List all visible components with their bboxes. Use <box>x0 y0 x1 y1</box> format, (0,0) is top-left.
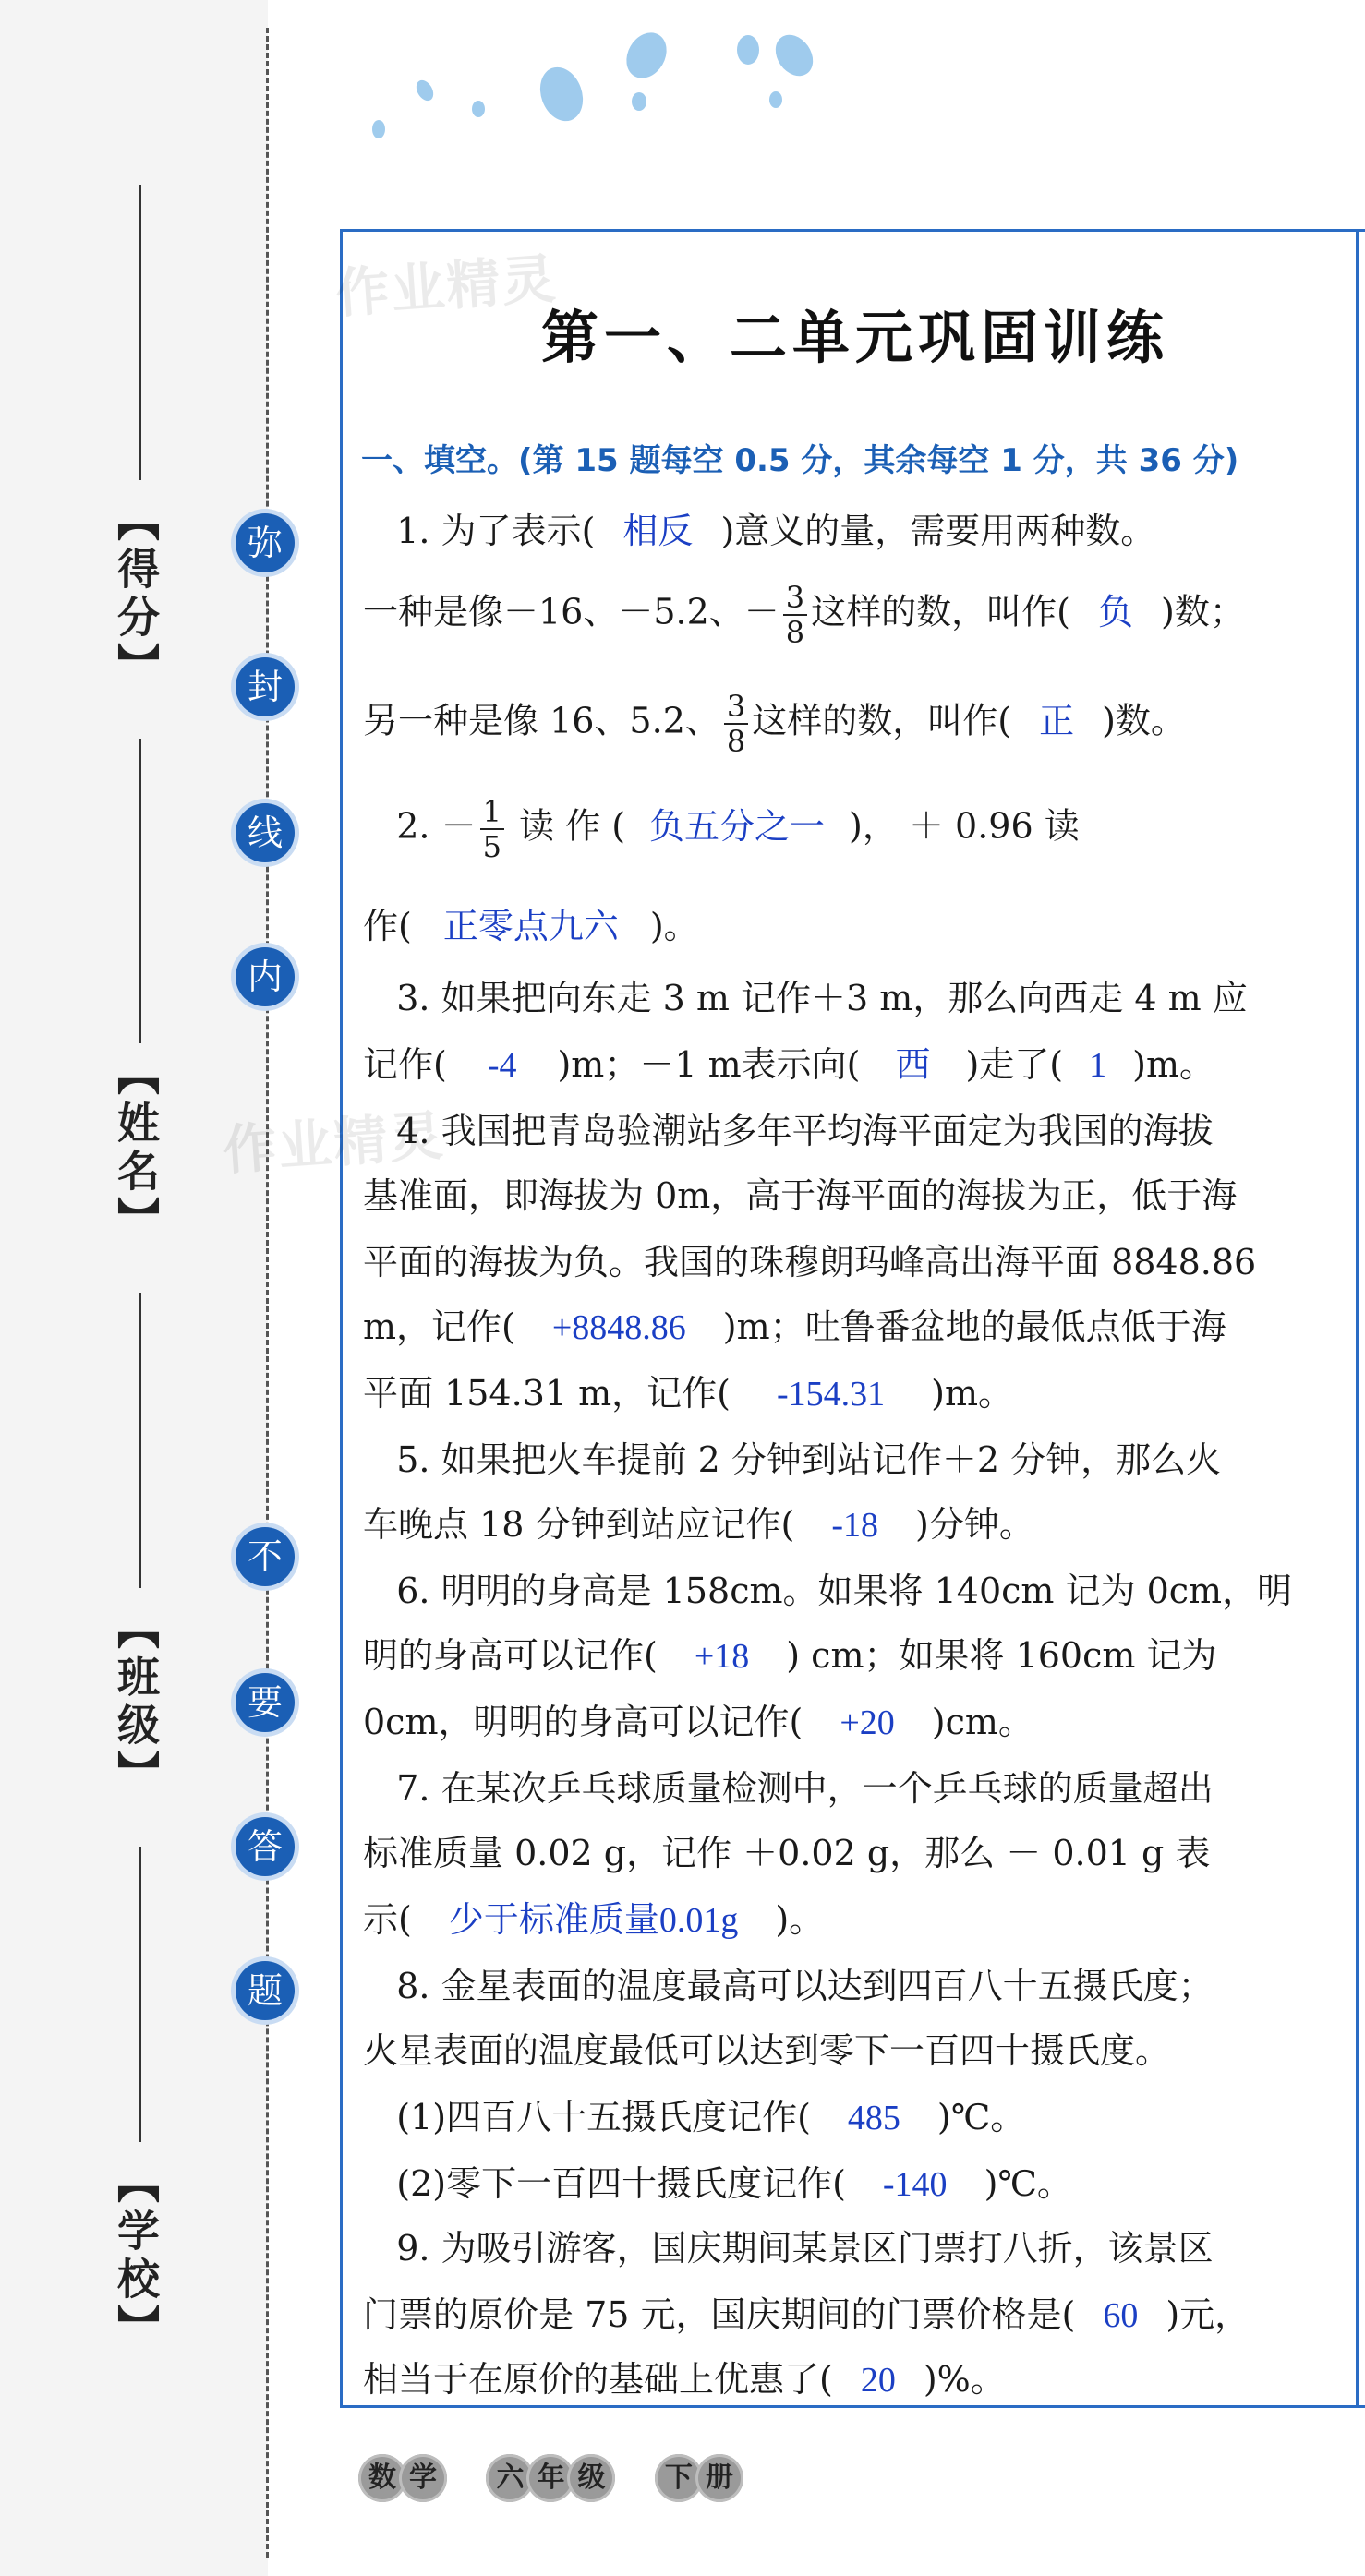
question-8-line-4: (2)零下一百四十摄氏度记作( -140 )℃。 <box>396 2163 1072 2204</box>
class-field: 【班级】 <box>111 1607 161 1799</box>
question-4-line-2: 基准面，即海拔为 0m，高于海平面的海拔为正，低于海 <box>363 1175 1238 1216</box>
answer-blank: 负五分之一 <box>649 807 826 847</box>
question-4-line-5: 平面 154.31 m，记作( -154.31 )m。 <box>363 1373 1013 1414</box>
grade-label: 六 年 级 <box>486 2454 608 2502</box>
watermark: 作业精灵 <box>221 1103 447 1183</box>
question-5-line-2: 车晚点 18 分钟到站应记作( -18 )分钟。 <box>363 1504 1034 1545</box>
page-title: 第一、二单元巩固训练 <box>540 304 1169 371</box>
question-1-line-2: 一种是像－16、－5.2、－ $\frac{3}{8}$ 这样的数，叫作( 负 )数； <box>363 580 1245 650</box>
answer-blank: 20 <box>860 2361 896 2400</box>
volume-label: 下 册 <box>655 2454 736 2502</box>
name-line <box>139 739 141 1043</box>
answer-blank: 正零点九六 <box>442 908 619 946</box>
answer-blank: 相反 <box>622 512 694 551</box>
exercise-panel <box>221 229 1365 2408</box>
question-4-line-4: m，记作( +8848.86 )m；吐鲁番盆地的最低点低于海 <box>363 1306 1226 1347</box>
class-line <box>139 1293 141 1588</box>
fraction: $\frac{1}{5}$ <box>480 795 504 863</box>
seal-char: 线 <box>236 803 295 862</box>
question-8-line-2: 火星表面的温度最低可以达到零下一百四十摄氏度。 <box>363 2030 1171 2071</box>
answer-blank: -154.31 <box>776 1375 886 1414</box>
question-1-line-1: 1. 为了表示( 相反 )意义的量，需要用两种数。 <box>396 511 1156 551</box>
score-line <box>139 185 141 480</box>
fraction: $\frac{3}{8}$ <box>783 581 807 649</box>
seal-char: 弥 <box>236 513 295 572</box>
answer-blank: 60 <box>1103 2296 1139 2335</box>
answer-blank: +18 <box>694 1637 750 1676</box>
question-2-line-2: 作( 正零点九六 )。 <box>363 906 699 946</box>
score-field: 【得分】 <box>111 499 161 691</box>
question-9-line-1: 9. 为吸引游客，国庆期间某景区门票打八折，该景区 <box>396 2228 1214 2269</box>
answer-blank: 485 <box>847 2099 900 2137</box>
question-6-line-3: 0cm，明明的身高可以记作( +20 )cm。 <box>363 1702 1033 1742</box>
question-7-line-1: 7. 在某次乒乓球质量检测中，一个乒乓球的质量超出 <box>396 1768 1214 1809</box>
question-9-line-3: 相当于在原价的基础上优惠了( 20 )%。 <box>363 2359 1006 2400</box>
answer-blank: +20 <box>840 1703 895 1742</box>
name-field: 【姓名】 <box>111 1053 161 1245</box>
question-7-line-3: 示( 少于标准质量0.01g )。 <box>363 1899 825 1940</box>
school-line <box>139 1847 141 2142</box>
answer-blank: 少于标准质量0.01g <box>448 1901 739 1940</box>
seal-char: 封 <box>236 657 295 716</box>
question-8-line-1: 8. 金星表面的温度最高可以达到四百八十五摄氏度； <box>396 1966 1214 2006</box>
answer-blank: +8848.86 <box>551 1308 686 1347</box>
school-field: 【学校】 <box>111 2161 161 2353</box>
section-heading: 一、填空。(第 15 题每空 0.5 分，其余每空 1 分，共 36 分) <box>361 442 1239 479</box>
question-9-line-2: 门票的原价是 75 元，国庆期间的门票价格是( 60 )元， <box>363 2294 1250 2335</box>
answer-blank: 西 <box>895 1046 931 1085</box>
cut-line <box>266 28 269 2558</box>
seal-char: 内 <box>236 947 295 1006</box>
book-footer <box>358 2454 773 2502</box>
question-5-line-1: 5. 如果把火车提前 2 分钟到站记作＋2 分钟，那么火 <box>396 1439 1222 1480</box>
question-6-line-2: 明的身高可以记作( +18 ) cm；如果将 160cm 记为 <box>363 1635 1217 1676</box>
answer-blank: 正 <box>1039 702 1075 741</box>
panel-right-edge <box>1356 229 1359 2408</box>
answer-blank: -4 <box>487 1046 517 1085</box>
seal-char: 题 <box>236 1961 295 2020</box>
answer-blank: 负 <box>1097 593 1133 632</box>
watermark: 作业精灵 <box>333 247 560 326</box>
answer-blank: -140 <box>882 2165 948 2204</box>
question-4-line-3: 平面的海拔为负。我国的珠穆朗玛峰高出海平面 8848.86 <box>363 1242 1257 1282</box>
question-4-line-1: 4. 我国把青岛验潮站多年平均海平面定为我国的海拔 <box>396 1111 1214 1151</box>
question-8-line-3: (1)四百八十五摄氏度记作( 485 )℃。 <box>396 2097 1026 2137</box>
question-2-line-1: 2. － $\frac{1}{5}$ 读 作 ( 负五分之一 )， ＋ 0.96 读 <box>396 794 1080 864</box>
leaf-decoration-icon <box>351 18 831 148</box>
question-3-line-2: 记作( -4 )m；－1 m表示向( 西 )走了( 1 )m。 <box>363 1044 1214 1085</box>
question-1-line-3: 另一种是像 16、5.2、 $\frac{3}{8}$ 这样的数，叫作( 正 )数。 <box>363 689 1186 759</box>
fraction: $\frac{3}{8}$ <box>724 690 748 758</box>
seal-char: 要 <box>236 1673 295 1732</box>
answer-blank: -18 <box>831 1506 878 1545</box>
subject-label: 数 学 <box>358 2454 440 2502</box>
seal-char: 不 <box>236 1527 295 1586</box>
seal-char: 答 <box>236 1817 295 1876</box>
question-3-line-1: 3. 如果把向东走 3 m 记作＋3 m，那么向西走 4 m 应 <box>396 978 1248 1018</box>
question-6-line-1: 6. 明明的身高是 158cm。如果将 140cm 记为 0cm，明 <box>396 1571 1293 1611</box>
question-7-line-2: 标准质量 0.02 g，记作 ＋0.02 g，那么 － 0.01 g 表 <box>363 1833 1211 1873</box>
answer-blank: 1 <box>1089 1046 1107 1085</box>
